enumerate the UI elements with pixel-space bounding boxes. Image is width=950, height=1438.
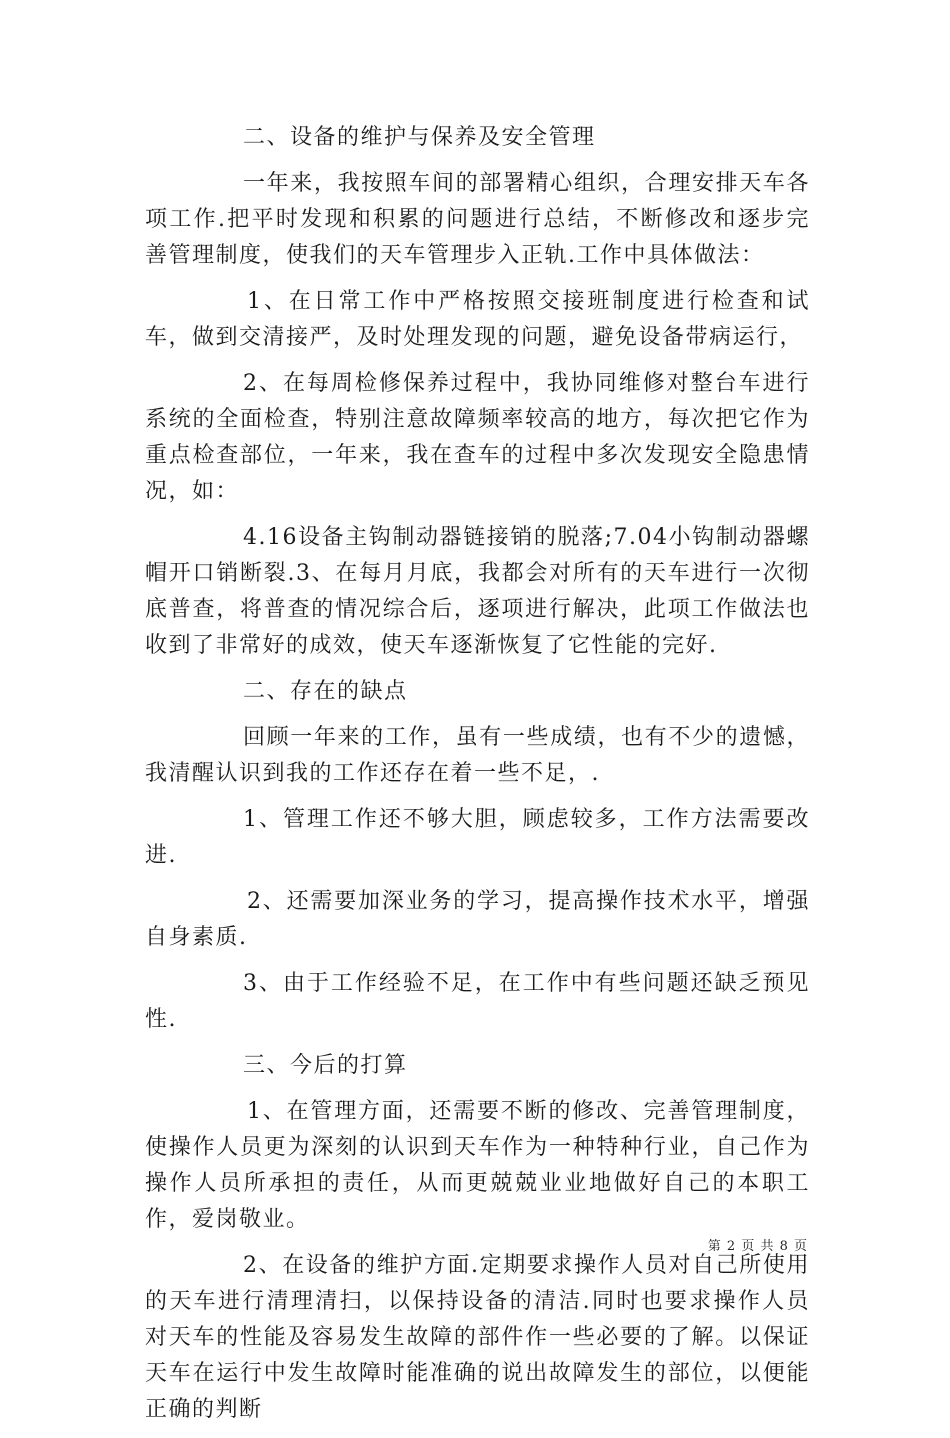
section-heading-shortcomings: 二、存在的缺点: [243, 679, 408, 704]
paragraph-shortcoming-3: 3、由于工作经验不足，在工作中有些问题还缺乏预见性.: [145, 971, 810, 1032]
page-number-footer: 第 2 页 共 8 页: [707, 1239, 808, 1254]
paragraph-item-weekly-check: 2、在每周检修保养过程中，我协同维修对整台车进行系统的全面检查，特别注意故障频率较高的地方，每次把它作为重点检查部位，一年来，我在查车的过程中多次发现安全隐患情况，如：: [145, 371, 810, 504]
paragraph-shortcoming-1: 1、管理工作还不够大胆，顾虑较多，工作方法需要改进.: [145, 807, 810, 868]
section-heading-maintenance: 二、设备的维护与保养及安全管理: [243, 125, 596, 150]
paragraph-plan-maintenance: 2、在设备的维护方面.定期要求操作人员对自己所使用的天车进行清理清扫，以保持设备的清洁.同时也要求操作人员对天车的性能及容易发生故障的部件作一些必要的了解。以保证天车在运行中发生故障时能准确的说出故障发生的部位，以便能正确的判断: [145, 1253, 810, 1422]
paragraph-shortcoming-2: 2、还需要加深业务的学习，提高操作技术水平，增强自身素质.: [145, 889, 810, 950]
paragraph-plan-management: 1、在管理方面，还需要不断的修改、完善管理制度，使操作人员更为深刻的认识到天车作为一种特种行业，自己作为操作人员所承担的责任，从而更兢兢业业地做好自己的本职工作，爱岗敬业。: [145, 1099, 810, 1232]
paragraph-review: 回顾一年来的工作，虽有一些成绩，也有不少的遗憾，我清醒认识到我的工作还存在着一些不足，.: [145, 725, 810, 786]
paragraph-item-findings: 4.16设备主钩制动器链接销的脱落;7.04小钩制动器螺帽开口销断裂.3、在每月月底，我都会对所有的天车进行一次彻底普查，将普查的情况综合后，逐项进行解决，此项工作做法也收到了非常好的成效，使天车逐渐恢复了它性能的完好.: [145, 525, 810, 658]
paragraph-item-daily-check: 1、在日常工作中严格按照交接班制度进行检查和试车，做到交清接严，及时处理发现的问题，避免设备带病运行，: [145, 289, 810, 350]
section-heading-plans: 三、今后的打算: [243, 1053, 408, 1078]
paragraph-intro: 一年来，我按照车间的部署精心组织，合理安排天车各项工作.把平时发现和积累的问题进行总结，不断修改和逐步完善管理制度，使我们的天车管理步入正轨.工作中具体做法：: [145, 171, 810, 268]
